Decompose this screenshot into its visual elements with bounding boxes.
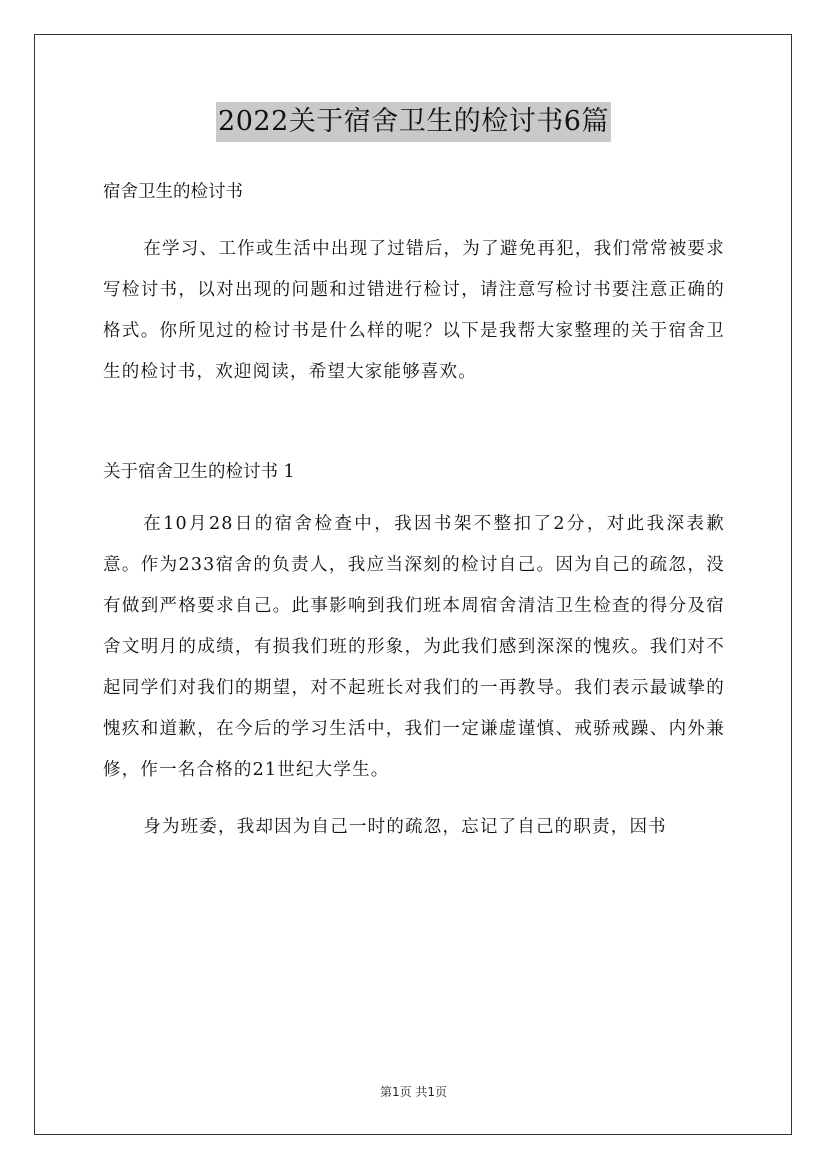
intro-heading: 宿舍卫生的检讨书	[103, 182, 243, 202]
intro-paragraph: 在学习、工作或生活中出现了过错后，为了避免再犯，我们常常被要求写检讨书，以对出现的问题和过错进行检讨，请注意写检讨书要注意正确的格式。你所见过的检讨书是什么样的呢？以下是我帮大家整理的关于宿舍卫生的检讨书，欢迎阅读，希望大家能够喜欢。	[103, 239, 725, 382]
section1-paragraph-1: 在10月28日的宿舍检查中，我因书架不整扣了2分，对此我深表歉意。作为233宿舍的负责人，我应当深刻的检讨自己。因为自己的疏忽，没有做到严格要求自己。此事影响到我们班本周宿舍清洁卫生检查的得分及宿舍文明月的成绩，有损我们班的形象，为此我们感到深深的愧疚。我们对不起同学们对我们的期望，对不起班长对我们的一再教导。我们表示最诚挚的愧疚和道歉，在今后的学习生活中，我们一定谦虚谨慎、戒骄戒躁、内外兼修，作一名合格的21世纪大学生。	[103, 514, 725, 780]
section1-paragraph-2: 身为班委，我却因为自己一时的疏忽，忘记了自己的职责，因书	[143, 817, 667, 837]
page-number: 第1页 共1页	[379, 1085, 448, 1099]
page-footer	[0, 1083, 827, 1100]
document-title: 2022关于宿舍卫生的检讨书6篇	[216, 102, 611, 142]
section1-heading: 关于宿舍卫生的检讨书 1	[103, 462, 295, 482]
document-body	[103, 172, 725, 848]
title-container	[0, 102, 827, 142]
